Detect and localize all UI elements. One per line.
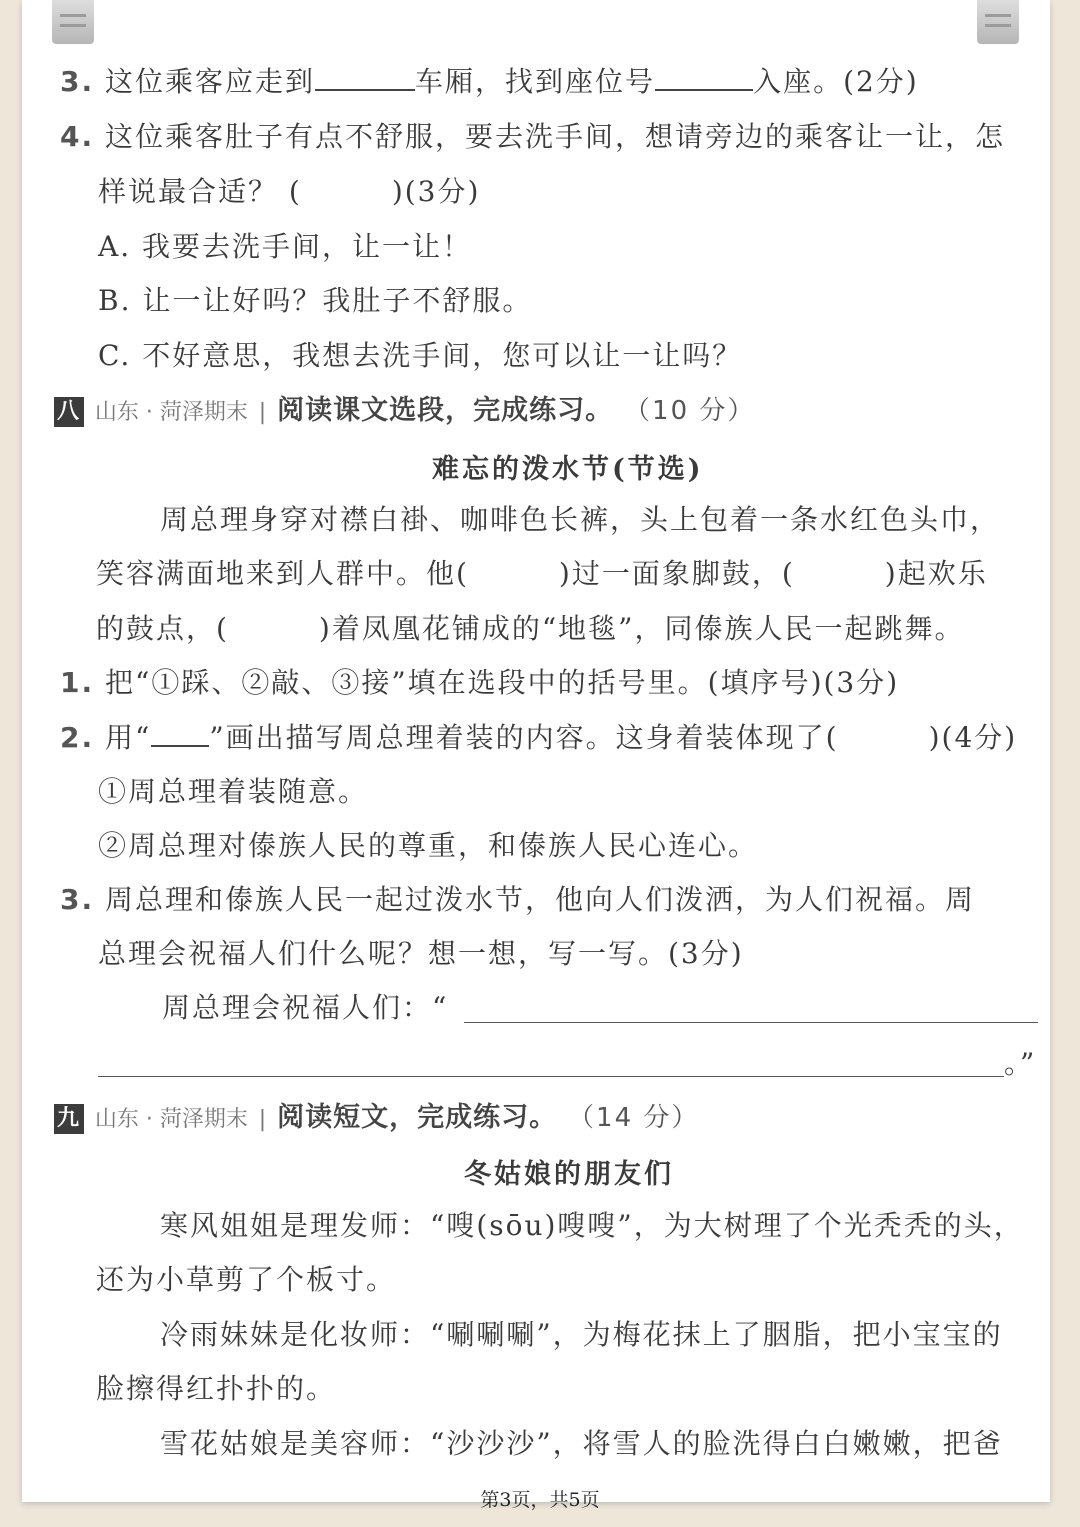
answer-line-1[interactable]: [464, 1022, 1038, 1023]
passage-8-line1: 周总理身穿对襟白褂、咖啡色长裤，头上包着一条水红色头巾，: [160, 503, 1001, 536]
s8-question-2: 2. 用“ ”画出描写周总理着装的内容。这身着装体现了( )(4分): [60, 721, 1018, 754]
question-3-seat: 3. 这位乘客应走到 车厢，找到座位号 入座。(2分): [60, 65, 919, 98]
option-a: A. 我要去洗手间，让一让！: [98, 230, 473, 263]
passage-9-line2: 还为小草剪了个板寸。: [96, 1263, 397, 1296]
section-9-badge: 九: [54, 1104, 84, 1134]
answer-blank-seat-number[interactable]: [655, 65, 753, 91]
option-c: C. 不好意思，我想去洗手间，您可以让一让吗？: [98, 339, 743, 372]
binder-clip-left: [52, 0, 94, 44]
passage-9-line5: 雪花姑娘是美容师：“沙沙沙”，将雪人的脸洗得白白嫩嫩，把爸: [160, 1427, 1003, 1460]
passage-title-8: 难忘的泼水节(节选): [432, 454, 704, 485]
passage-9-line4: 脸擦得红扑扑的。: [96, 1372, 337, 1405]
worksheet-page: [22, 0, 1050, 1502]
passage-8-line3: 的鼓点，( )着凤凰花铺成的“地毯”，同傣族人民一起跳舞。: [96, 612, 965, 645]
question-4-line2: 样说最合适？ ( )(3分): [98, 175, 481, 208]
passage-8-line2: 笑容满面地来到人群中。他( )过一面象脚鼓，( )起欢乐: [96, 557, 988, 590]
section-8-badge: 八: [54, 397, 84, 427]
answer-blank-carriage[interactable]: [315, 65, 415, 91]
s8-answer-prefix: 周总理会祝福人们：“: [162, 991, 449, 1024]
s8-q2-option-1: ①周总理着装随意。: [98, 775, 369, 808]
answer-line-2[interactable]: [98, 1076, 1004, 1077]
section-8-header: 八 山东 · 菏泽期末 | 阅读课文选段，完成练习。 （10 分）: [54, 390, 755, 433]
question-4-line1: 4. 这位乘客肚子有点不舒服，要去洗手间，想请旁边的乘客让一让，怎: [60, 120, 1006, 153]
s8-answer-end: 。”: [1004, 1047, 1037, 1080]
option-b: B. 让一让好吗？我肚子不舒服。: [98, 284, 533, 317]
s8-question-3-line2: 总理会祝福人们什么呢？想一想，写一写。(3分): [98, 937, 744, 970]
binder-clip-right: [977, 0, 1019, 44]
underline-sample: [151, 721, 209, 747]
passage-9-line1: 寒风姐姐是理发师：“嗖(sōu)嗖嗖”，为大树理了个光秃秃的头，: [160, 1209, 1024, 1242]
s8-q2-option-2: ②周总理对傣族人民的尊重，和傣族人民心连心。: [98, 829, 759, 862]
s8-question-3-line1: 3. 周总理和傣族人民一起过泼水节，他向人们泼洒，为人们祝福。周: [60, 883, 976, 916]
section-9-header: 九 山东 · 菏泽期末 | 阅读短文，完成练习。 （14 分）: [54, 1097, 699, 1140]
passage-9-line3: 冷雨妹妹是化妆师：“唰唰唰”，为梅花抹上了胭脂，把小宝宝的: [160, 1318, 1003, 1351]
passage-title-9: 冬姑娘的朋友们: [464, 1159, 674, 1190]
s8-question-1: 1. 把“①踩、②敲、③接”填在选段中的括号里。(填序号)(3分): [60, 666, 900, 699]
page-number: 第3页，共5页: [480, 1489, 600, 1511]
